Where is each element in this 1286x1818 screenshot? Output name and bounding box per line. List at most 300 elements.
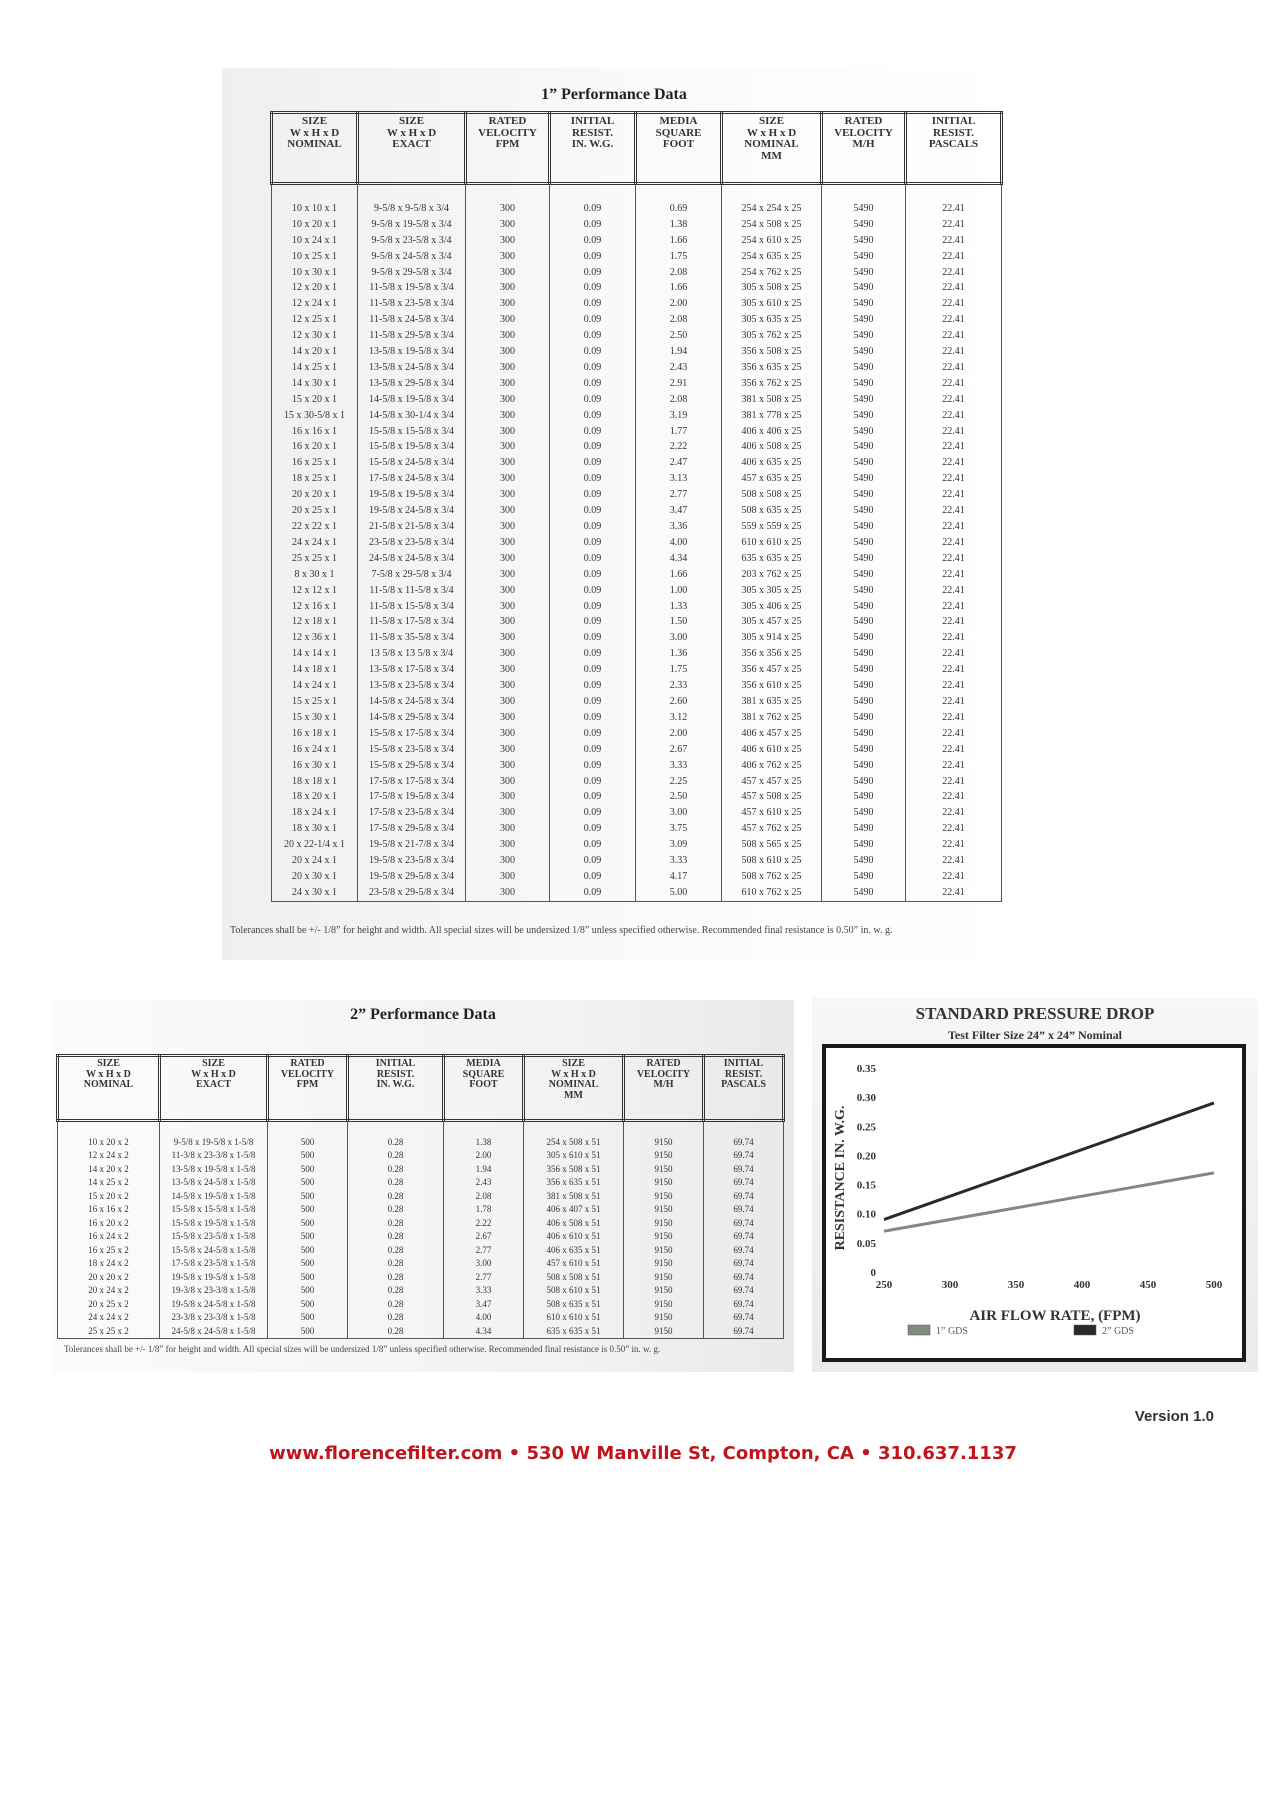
table-cell: 17-5/8 x 23-5/8 x 3/4 (358, 805, 466, 821)
table-cell: 0.28 (348, 1298, 444, 1312)
table-cell: 2.00 (636, 726, 722, 742)
table-cell: 300 (466, 789, 550, 805)
table-cell: 3.13 (636, 471, 722, 487)
table-cell: 9150 (624, 1136, 704, 1150)
table-cell: 356 x 457 x 25 (722, 662, 822, 678)
table-cell: 0.09 (550, 233, 636, 249)
table-cell: 2.47 (636, 455, 722, 471)
table-cell: 0.28 (348, 1217, 444, 1231)
table-cell: 69.74 (704, 1325, 784, 1339)
table-cell: 14 x 14 x 1 (272, 646, 358, 662)
table-cell: 5490 (822, 726, 906, 742)
table-cell: 18 x 18 x 1 (272, 774, 358, 790)
table2-header-cell: INITIAL RESIST. IN. W.G. (348, 1056, 444, 1121)
table-cell: 9-5/8 x 9-5/8 x 3/4 (358, 201, 466, 217)
table-cell: 23-5/8 x 23-5/8 x 3/4 (358, 535, 466, 551)
table-cell: 1.75 (636, 662, 722, 678)
table-cell: 305 x 305 x 25 (722, 583, 822, 599)
table-row (272, 805, 1002, 821)
performance-2in-table (56, 1054, 785, 1339)
table-row (272, 439, 1002, 455)
table-cell: 0.09 (550, 805, 636, 821)
table-cell: 0.09 (550, 885, 636, 901)
table-cell: 18 x 30 x 1 (272, 821, 358, 837)
table-cell: 22 x 22 x 1 (272, 519, 358, 535)
table-cell: 69.74 (704, 1176, 784, 1190)
table-cell: 5490 (822, 455, 906, 471)
table-cell: 22.41 (906, 535, 1002, 551)
table-cell: 22.41 (906, 439, 1002, 455)
table-cell: 0.09 (550, 455, 636, 471)
table-row (272, 392, 1002, 408)
table-cell: 406 x 457 x 25 (722, 726, 822, 742)
table-cell: 3.00 (636, 630, 722, 646)
table-cell: 22.41 (906, 774, 1002, 790)
table-cell: 457 x 635 x 25 (722, 471, 822, 487)
y-tick-label: 0 (870, 1267, 876, 1279)
table-row (272, 710, 1002, 726)
table-cell: 3.19 (636, 408, 722, 424)
table-cell: 0.28 (348, 1271, 444, 1285)
table1-header-cell: SIZE W x H x D EXACT (358, 113, 466, 184)
table-row (272, 455, 1002, 471)
table-cell: 69.74 (704, 1149, 784, 1163)
table-cell: 0.09 (550, 662, 636, 678)
table-cell: 0.09 (550, 551, 636, 567)
table-cell: 2.25 (636, 774, 722, 790)
table-cell: 1.66 (636, 233, 722, 249)
table-cell: 22.41 (906, 869, 1002, 885)
table-cell: 69.74 (704, 1257, 784, 1271)
table-cell: 500 (268, 1203, 348, 1217)
table-cell: 5490 (822, 599, 906, 615)
table2-header-cell: SIZE W x H x D EXACT (160, 1056, 268, 1121)
chart-subtitle: Test Filter Size 24” x 24” Nominal (948, 1028, 1122, 1042)
table-cell: 25 x 25 x 2 (58, 1325, 160, 1339)
table1-header-cell: INITIAL RESIST. PASCALS (906, 113, 1002, 184)
table-cell: 300 (466, 630, 550, 646)
table-cell: 0.28 (348, 1325, 444, 1339)
table-cell: 305 x 610 x 25 (722, 296, 822, 312)
y-tick-label: 0.30 (856, 1092, 876, 1105)
table-cell: 3.33 (444, 1284, 524, 1298)
table-cell: 22.41 (906, 742, 1002, 758)
table-cell: 300 (466, 360, 550, 376)
table-cell: 15-5/8 x 15-5/8 x 3/4 (358, 424, 466, 440)
table-cell: 381 x 762 x 25 (722, 710, 822, 726)
table-cell: 610 x 610 x 25 (722, 535, 822, 551)
version-label: Version 1.0 (1134, 1408, 1214, 1425)
table-cell: 500 (268, 1298, 348, 1312)
table-cell: 20 x 24 x 2 (58, 1284, 160, 1298)
table-row (272, 551, 1002, 567)
table-cell: 0.09 (550, 392, 636, 408)
table-spacer-row (58, 1121, 784, 1136)
table-cell: 22.41 (906, 630, 1002, 646)
table-row (272, 249, 1002, 265)
table-cell: 22.41 (906, 614, 1002, 630)
table-cell: 500 (268, 1190, 348, 1204)
table-cell: 69.74 (704, 1163, 784, 1177)
table-cell: 13-5/8 x 19-5/8 x 1-5/8 (160, 1163, 268, 1177)
table-cell: 14-5/8 x 24-5/8 x 3/4 (358, 694, 466, 710)
table-cell: 12 x 24 x 2 (58, 1149, 160, 1163)
table-cell: 500 (268, 1136, 348, 1150)
table-cell: 2.08 (444, 1190, 524, 1204)
table-cell: 9-5/8 x 19-5/8 x 3/4 (358, 217, 466, 233)
table-cell: 0.09 (550, 249, 636, 265)
table-cell: 9150 (624, 1311, 704, 1325)
table-cell: 300 (466, 487, 550, 503)
table-cell: 20 x 22-1/4 x 1 (272, 837, 358, 853)
table-cell: 381 x 508 x 51 (524, 1190, 624, 1204)
table-cell: 0.28 (348, 1190, 444, 1204)
table-cell: 300 (466, 296, 550, 312)
table-cell: 300 (466, 280, 550, 296)
table-cell: 3.12 (636, 710, 722, 726)
table-cell: 11-5/8 x 24-5/8 x 3/4 (358, 312, 466, 328)
table-cell: 15 x 25 x 1 (272, 694, 358, 710)
table-cell: 300 (466, 233, 550, 249)
table-row (272, 280, 1002, 296)
table-row (272, 360, 1002, 376)
table-cell: 2.08 (636, 265, 722, 281)
x-tick-label: 350 (1007, 1279, 1025, 1291)
table-cell: 5490 (822, 758, 906, 774)
table-cell: 2.50 (636, 328, 722, 344)
table-cell: 500 (268, 1149, 348, 1163)
table-cell: 2.67 (636, 742, 722, 758)
table-cell: 15-5/8 x 19-5/8 x 3/4 (358, 439, 466, 455)
table-cell: 300 (466, 742, 550, 758)
table-cell: 9150 (624, 1325, 704, 1339)
table-cell: 5490 (822, 360, 906, 376)
table-cell: 300 (466, 837, 550, 853)
table-cell: 69.74 (704, 1136, 784, 1150)
table-cell: 18 x 24 x 2 (58, 1257, 160, 1271)
table-cell: 5490 (822, 280, 906, 296)
table-cell: 22.41 (906, 471, 1002, 487)
table-cell: 0.09 (550, 694, 636, 710)
table-cell: 2.22 (444, 1217, 524, 1231)
table-cell: 0.09 (550, 599, 636, 615)
table-cell: 300 (466, 662, 550, 678)
table-cell: 0.09 (550, 424, 636, 440)
table-cell: 1.38 (636, 217, 722, 233)
table-cell: 22.41 (906, 360, 1002, 376)
table-cell: 254 x 762 x 25 (722, 265, 822, 281)
table-cell: 3.09 (636, 837, 722, 853)
table-cell: 5490 (822, 662, 906, 678)
table-cell: 9150 (624, 1257, 704, 1271)
table-cell: 4.34 (636, 551, 722, 567)
table-cell: 11-5/8 x 17-5/8 x 3/4 (358, 614, 466, 630)
table-cell: 22.41 (906, 249, 1002, 265)
table-cell: 254 x 635 x 25 (722, 249, 822, 265)
table1-header-cell: RATED VELOCITY FPM (466, 113, 550, 184)
table-cell: 11-5/8 x 19-5/8 x 3/4 (358, 280, 466, 296)
table-cell: 5490 (822, 774, 906, 790)
table-cell: 19-5/8 x 23-5/8 x 3/4 (358, 853, 466, 869)
table-cell: 4.00 (444, 1311, 524, 1325)
table-cell: 5490 (822, 567, 906, 583)
table-row (58, 1230, 784, 1244)
table-cell: 8 x 30 x 1 (272, 567, 358, 583)
table-cell: 300 (466, 471, 550, 487)
table-cell: 16 x 24 x 2 (58, 1230, 160, 1244)
table-cell: 12 x 30 x 1 (272, 328, 358, 344)
table-cell: 10 x 30 x 1 (272, 265, 358, 281)
y-tick-label: 0.10 (856, 1208, 876, 1221)
table-cell: 11-5/8 x 11-5/8 x 3/4 (358, 583, 466, 599)
table-cell: 635 x 635 x 51 (524, 1325, 624, 1339)
table-cell: 10 x 25 x 1 (272, 249, 358, 265)
table-row (272, 471, 1002, 487)
table-cell: 22.41 (906, 599, 1002, 615)
pressure-drop-chart (822, 1044, 1246, 1362)
table-cell: 0.09 (550, 201, 636, 217)
table-cell: 300 (466, 249, 550, 265)
table-cell: 0.09 (550, 265, 636, 281)
table-cell: 5490 (822, 821, 906, 837)
table-cell: 22.41 (906, 710, 1002, 726)
table-cell: 3.00 (636, 805, 722, 821)
table1-header-cell: SIZE W x H x D NOMINAL (272, 113, 358, 184)
table-row (272, 376, 1002, 392)
table-cell: 22.41 (906, 789, 1002, 805)
table-row (272, 344, 1002, 360)
table-cell: 0.28 (348, 1230, 444, 1244)
table-cell: 0.09 (550, 376, 636, 392)
table-cell: 5490 (822, 424, 906, 440)
table-cell: 5490 (822, 439, 906, 455)
table-cell: 14-5/8 x 19-5/8 x 1-5/8 (160, 1190, 268, 1204)
y-tick-label: 0.15 (856, 1179, 876, 1192)
table-row (272, 630, 1002, 646)
table-cell: 5490 (822, 328, 906, 344)
table-cell: 22.41 (906, 678, 1002, 694)
table-cell: 5490 (822, 742, 906, 758)
table-cell: 18 x 25 x 1 (272, 471, 358, 487)
table-cell: 11-5/8 x 29-5/8 x 3/4 (358, 328, 466, 344)
table-cell: 22.41 (906, 503, 1002, 519)
table-cell: 381 x 635 x 25 (722, 694, 822, 710)
table-cell: 300 (466, 805, 550, 821)
table-cell: 1.66 (636, 567, 722, 583)
table-cell: 3.36 (636, 519, 722, 535)
table-row (272, 503, 1002, 519)
table-cell: 5490 (822, 471, 906, 487)
table-cell: 11-3/8 x 23-3/8 x 1-5/8 (160, 1149, 268, 1163)
table-cell: 5490 (822, 217, 906, 233)
table-cell: 406 x 610 x 51 (524, 1230, 624, 1244)
table-cell: 9-5/8 x 19-5/8 x 1-5/8 (160, 1136, 268, 1150)
table-cell: 2.60 (636, 694, 722, 710)
table-cell: 2.43 (636, 360, 722, 376)
table-cell: 16 x 16 x 1 (272, 424, 358, 440)
table-cell: 500 (268, 1244, 348, 1258)
table-cell: 25 x 25 x 1 (272, 551, 358, 567)
table-cell: 4.34 (444, 1325, 524, 1339)
table-cell: 508 x 565 x 25 (722, 837, 822, 853)
table-cell: 0.09 (550, 217, 636, 233)
table-cell: 1.50 (636, 614, 722, 630)
table-cell: 69.74 (704, 1190, 784, 1204)
table-cell: 3.00 (444, 1257, 524, 1271)
table-cell: 17-5/8 x 29-5/8 x 3/4 (358, 821, 466, 837)
table-cell: 508 x 635 x 25 (722, 503, 822, 519)
table-cell: 300 (466, 376, 550, 392)
table-cell: 1.94 (636, 344, 722, 360)
table-cell: 1.38 (444, 1136, 524, 1150)
table-cell: 500 (268, 1257, 348, 1271)
table-cell: 508 x 635 x 51 (524, 1298, 624, 1312)
table-cell: 0.09 (550, 519, 636, 535)
table-cell: 22.41 (906, 280, 1002, 296)
table-row (58, 1284, 784, 1298)
table-cell: 4.00 (636, 535, 722, 551)
table-cell: 356 x 762 x 25 (722, 376, 822, 392)
table-cell: 300 (466, 503, 550, 519)
table-cell: 0.09 (550, 344, 636, 360)
table-cell: 2.22 (636, 439, 722, 455)
x-tick-label: 250 (875, 1279, 893, 1291)
table-cell: 22.41 (906, 201, 1002, 217)
table-cell: 9150 (624, 1284, 704, 1298)
table-cell: 19-5/8 x 24-5/8 x 1-5/8 (160, 1298, 268, 1312)
table-cell: 22.41 (906, 726, 1002, 742)
table-cell: 15-5/8 x 24-5/8 x 3/4 (358, 455, 466, 471)
table-cell: 23-5/8 x 29-5/8 x 3/4 (358, 885, 466, 901)
table-cell: 5490 (822, 789, 906, 805)
x-tick-label: 400 (1073, 1279, 1091, 1291)
table-cell: 2.77 (444, 1271, 524, 1285)
table-cell: 5490 (822, 503, 906, 519)
table-cell: 2.50 (636, 789, 722, 805)
table-cell: 69.74 (704, 1311, 784, 1325)
table-cell: 16 x 20 x 2 (58, 1217, 160, 1231)
table-cell: 300 (466, 678, 550, 694)
table-cell: 300 (466, 424, 550, 440)
table-cell: 22.41 (906, 551, 1002, 567)
x-tick-label: 450 (1139, 1279, 1157, 1291)
table-cell: 2.43 (444, 1176, 524, 1190)
table-cell: 300 (466, 885, 550, 901)
table-cell: 1.75 (636, 249, 722, 265)
table-cell: 17-5/8 x 17-5/8 x 3/4 (358, 774, 466, 790)
table-cell: 13 5/8 x 13 5/8 x 3/4 (358, 646, 466, 662)
table-cell: 254 x 254 x 25 (722, 201, 822, 217)
table-cell: 22.41 (906, 583, 1002, 599)
y-tick-label: 0.35 (856, 1063, 876, 1075)
table-cell: 9150 (624, 1149, 704, 1163)
table-cell: 5490 (822, 519, 906, 535)
table-spacer-row (272, 184, 1002, 201)
table-row (272, 519, 1002, 535)
table-cell: 22.41 (906, 567, 1002, 583)
table-cell: 5490 (822, 805, 906, 821)
table-cell: 5490 (822, 312, 906, 328)
table-cell: 300 (466, 583, 550, 599)
table-cell: 5490 (822, 265, 906, 281)
table-cell: 0.28 (348, 1203, 444, 1217)
table-row (272, 758, 1002, 774)
table-cell: 0.09 (550, 789, 636, 805)
table1-header-cell: INITIAL RESIST. IN. W.G. (550, 113, 636, 184)
table-cell: 24-5/8 x 24-5/8 x 3/4 (358, 551, 466, 567)
table-row (272, 312, 1002, 328)
table-cell: 20 x 25 x 1 (272, 503, 358, 519)
table-cell: 1.36 (636, 646, 722, 662)
table-cell: 300 (466, 774, 550, 790)
legend-label: 1” GDS (936, 1326, 968, 1337)
table-cell: 69.74 (704, 1230, 784, 1244)
table-cell: 0.09 (550, 535, 636, 551)
table-cell: 500 (268, 1176, 348, 1190)
table-cell: 305 x 508 x 25 (722, 280, 822, 296)
table-cell: 300 (466, 439, 550, 455)
table-cell: 22.41 (906, 455, 1002, 471)
table-cell: 254 x 508 x 25 (722, 217, 822, 233)
table-row (272, 885, 1002, 901)
table-cell: 20 x 20 x 2 (58, 1271, 160, 1285)
table-row (272, 774, 1002, 790)
table-cell: 406 x 635 x 25 (722, 455, 822, 471)
table-cell: 381 x 508 x 25 (722, 392, 822, 408)
table-cell: 5490 (822, 614, 906, 630)
table-cell: 203 x 762 x 25 (722, 567, 822, 583)
table-cell: 5490 (822, 885, 906, 901)
table-cell: 22.41 (906, 217, 1002, 233)
table-cell: 1.78 (444, 1203, 524, 1217)
table-cell: 0.28 (348, 1149, 444, 1163)
table-cell: 5490 (822, 392, 906, 408)
table-cell: 1.33 (636, 599, 722, 615)
table-cell: 0.09 (550, 630, 636, 646)
table-cell: 12 x 20 x 1 (272, 280, 358, 296)
table-row (58, 1163, 784, 1177)
table-cell: 22.41 (906, 328, 1002, 344)
table-cell: 0.28 (348, 1176, 444, 1190)
table-cell: 19-5/8 x 19-5/8 x 3/4 (358, 487, 466, 503)
table-cell: 16 x 20 x 1 (272, 439, 358, 455)
table-cell: 5.00 (636, 885, 722, 901)
table-cell: 5490 (822, 646, 906, 662)
table-cell: 3.47 (444, 1298, 524, 1312)
table-row (58, 1325, 784, 1339)
table-cell: 21-5/8 x 21-5/8 x 3/4 (358, 519, 466, 535)
table-cell: 0.09 (550, 312, 636, 328)
table-cell: 0.09 (550, 328, 636, 344)
table-cell: 9150 (624, 1163, 704, 1177)
table-row (272, 614, 1002, 630)
table-cell: 508 x 610 x 51 (524, 1284, 624, 1298)
table-row (58, 1136, 784, 1150)
table-cell: 16 x 25 x 2 (58, 1244, 160, 1258)
table-cell: 2.77 (636, 487, 722, 503)
table-cell: 15-5/8 x 23-5/8 x 1-5/8 (160, 1230, 268, 1244)
table-cell: 300 (466, 614, 550, 630)
table-cell: 2.08 (636, 392, 722, 408)
table-cell: 9-5/8 x 24-5/8 x 3/4 (358, 249, 466, 265)
table-cell: 19-5/8 x 29-5/8 x 3/4 (358, 869, 466, 885)
table-cell: 2.91 (636, 376, 722, 392)
table-cell: 24 x 24 x 1 (272, 535, 358, 551)
table-cell: 2.33 (636, 678, 722, 694)
table-cell: 11-5/8 x 23-5/8 x 3/4 (358, 296, 466, 312)
table1-body (272, 184, 1002, 902)
table-cell: 381 x 778 x 25 (722, 408, 822, 424)
